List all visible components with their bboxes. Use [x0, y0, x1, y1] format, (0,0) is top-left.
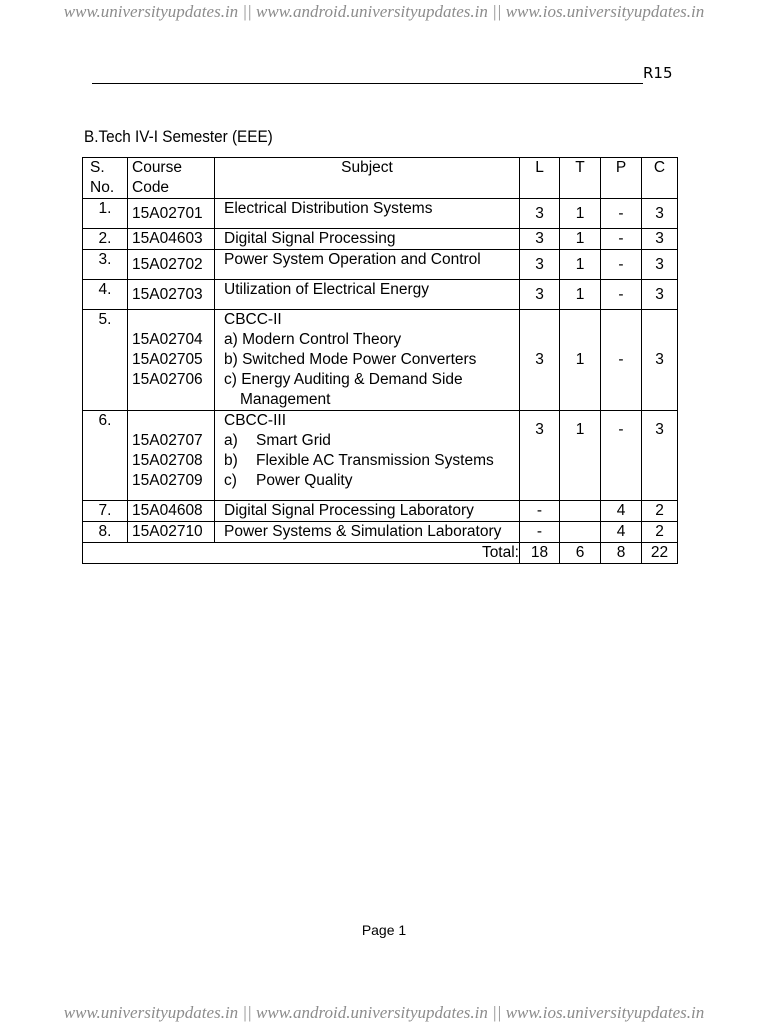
row-c: 3 — [642, 411, 678, 501]
row-t — [560, 501, 601, 522]
row-subject: Electrical Distribution Systems — [215, 199, 520, 229]
row-l: 3 — [520, 310, 560, 411]
option-subject: a) Modern Control Theory — [224, 331, 402, 348]
table-header-row — [83, 158, 678, 199]
table-row — [83, 229, 678, 250]
table-row — [83, 310, 678, 411]
row-sno: 2. — [83, 229, 128, 250]
row-course-code: 15A02710 — [128, 522, 215, 543]
option-subject: c) Energy Auditing & Demand Side — [224, 371, 463, 388]
course-table — [82, 157, 678, 564]
row-c: 3 — [642, 199, 678, 229]
row-t: 1 — [560, 250, 601, 280]
row-c: 2 — [642, 501, 678, 522]
row-sno: 5. — [83, 310, 128, 411]
row-t: 1 — [560, 280, 601, 310]
row-subject: Power Systems & Simulation Laboratory — [215, 522, 520, 543]
row-p: - — [601, 229, 642, 250]
header-p: P — [601, 158, 642, 199]
row-subject: Digital Signal Processing Laboratory — [215, 501, 520, 522]
row-subject: Power System Operation and Control — [215, 250, 520, 280]
row-subject-group — [215, 310, 520, 411]
row-sno: 6. — [83, 411, 128, 501]
header-sno: S. No. — [83, 158, 128, 199]
row-c: 3 — [642, 229, 678, 250]
option-code: 15A02705 — [132, 351, 203, 368]
row-l: 3 — [520, 199, 560, 229]
row-l: 3 — [520, 280, 560, 310]
row-t: 1 — [560, 411, 601, 501]
option-subject: a) Smart Grid — [224, 432, 331, 449]
row-l: 3 — [520, 229, 560, 250]
row-sno: 8. — [83, 522, 128, 543]
table-row — [83, 522, 678, 543]
row-p: 4 — [601, 522, 642, 543]
row-sno: 4. — [83, 280, 128, 310]
group-title: CBCC-II — [224, 311, 282, 328]
option-code: 15A02704 — [132, 331, 203, 348]
row-p: - — [601, 280, 642, 310]
header-rule — [92, 83, 643, 84]
row-p: - — [601, 411, 642, 501]
row-course-codes — [128, 411, 215, 501]
table-row — [83, 280, 678, 310]
header-c: C — [642, 158, 678, 199]
row-course-code: 15A04603 — [128, 229, 215, 250]
table-row — [83, 250, 678, 280]
watermark-bottom: www.universityupdates.in || www.android.universityupdates.in || www.ios.universityupdates.in — [63, 1003, 705, 1022]
total-t: 6 — [560, 543, 601, 564]
row-c: 3 — [642, 280, 678, 310]
option-subject: c) Power Quality — [224, 472, 353, 489]
table-row — [83, 501, 678, 522]
total-label: Total: — [83, 543, 520, 564]
row-t — [560, 522, 601, 543]
row-course-code: 15A02702 — [128, 250, 215, 280]
row-l: - — [520, 522, 560, 543]
row-course-code: 15A02703 — [128, 280, 215, 310]
regulation-label: R15 — [643, 64, 673, 82]
row-p: - — [601, 250, 642, 280]
row-t: 1 — [560, 199, 601, 229]
page-number: Page 1 — [361, 922, 407, 938]
option-code: 15A02709 — [132, 472, 203, 489]
watermark-top: www.universityupdates.in || www.android.universityupdates.in || www.ios.universityupdates.in — [63, 2, 705, 21]
option-subject: b) Switched Mode Power Converters — [224, 351, 477, 368]
option-subject-continuation: Management — [240, 391, 331, 408]
row-t: 1 — [560, 229, 601, 250]
total-l: 18 — [520, 543, 560, 564]
row-l: - — [520, 501, 560, 522]
option-mark: b) — [224, 452, 238, 469]
row-sno: 7. — [83, 501, 128, 522]
option-code: 15A02706 — [132, 371, 203, 388]
option-code: 15A02708 — [132, 452, 203, 469]
row-subject: Digital Signal Processing — [215, 229, 520, 250]
row-t: 1 — [560, 310, 601, 411]
header-t: T — [560, 158, 601, 199]
row-course-code: 15A04608 — [128, 501, 215, 522]
row-p: 4 — [601, 501, 642, 522]
option-mark: c) — [224, 472, 237, 489]
semester-title: B.Tech IV-I Semester (EEE) — [84, 127, 273, 146]
total-c: 22 — [642, 543, 678, 564]
option-subject: b) Flexible AC Transmission Systems — [224, 452, 494, 469]
row-c: 3 — [642, 250, 678, 280]
header-course-code: Course Code — [128, 158, 215, 199]
total-row — [83, 543, 678, 564]
group-title: CBCC-III — [224, 412, 286, 429]
row-sno: 1. — [83, 199, 128, 229]
row-c: 2 — [642, 522, 678, 543]
header-subject: Subject — [215, 158, 520, 199]
row-p: - — [601, 310, 642, 411]
header-l: L — [520, 158, 560, 199]
row-p: - — [601, 199, 642, 229]
total-p: 8 — [601, 543, 642, 564]
option-code: 15A02707 — [132, 432, 203, 449]
row-c: 3 — [642, 310, 678, 411]
row-subject-group — [215, 411, 520, 501]
row-course-code: 15A02701 — [128, 199, 215, 229]
row-l: 3 — [520, 411, 560, 501]
row-course-codes — [128, 310, 215, 411]
option-mark: a) — [224, 432, 238, 449]
table-row — [83, 411, 678, 501]
table-row — [83, 199, 678, 229]
row-subject: Utilization of Electrical Energy — [215, 280, 520, 310]
row-l: 3 — [520, 250, 560, 280]
row-sno: 3. — [83, 250, 128, 280]
